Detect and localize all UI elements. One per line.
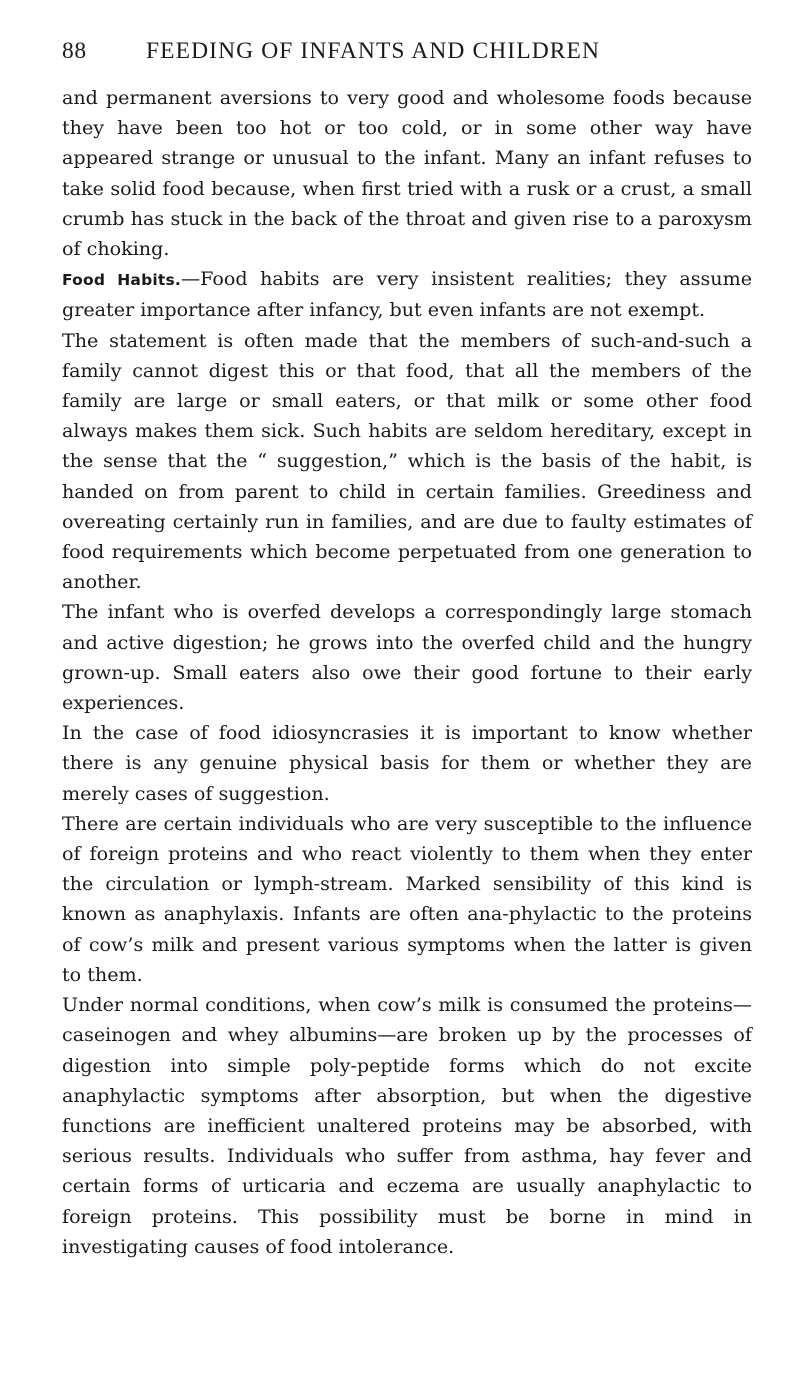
paragraph-7: Under normal conditions, when cow’s milk is consumed the proteins—caseinogen and whey albumins—are broken up by the processes of digestion into simple poly-peptide forms which do not excite anaphylactic symptoms after absorption, but when the digestive functions are inefficient unaltered proteins may be absorbed, with serious results. Individuals who suffer from asthma, hay fever and certain forms of urticaria and eczema are usually anaphylactic to foreign proteins. This possibility must be borne in mind in investigating causes of food intolerance. — [62, 993, 752, 1258]
section-heading-food-habits: Food Habits. — [62, 271, 182, 290]
paragraph-5: In the case of food idiosyncrasies it is important to know whether there is any genuine physical basis for them or whether they are merely cases of suggestion. — [62, 721, 752, 805]
book-page — [62, 38, 752, 1262]
body-text — [62, 83, 752, 1262]
paragraph-6: There are certain individuals who are very susceptible to the influence of foreign proteins and who react violently to them when they enter the circulation or lymph-stream. Marked sensibility of this kind is known as anaphylaxis. Infants are often ana-phylactic to the proteins of cow’s milk and present various symptoms when the latter is given to them. — [62, 811, 752, 986]
running-title: FEEDING OF INFANTS AND CHILDREN — [146, 38, 601, 64]
paragraph-food-habits-text: —Food habits are very insistent realities; they assume greater importance after infancy, but even infants are not exempt. — [62, 267, 752, 322]
running-header — [62, 38, 752, 78]
paragraph-3: The statement is often made that the members of such-and-such a family cannot digest this or that food, that all the members of the family are large or small eaters, or that milk or some other food always makes them sick. Such habits are seldom hereditary, except in the sense that the “ suggestion,” which is the basis of the habit, is handed on from parent to child in certain families. Greediness and overeating certainly run in families, and are due to faulty estimates of food requirements which become perpetuated from one generation to another. — [62, 328, 752, 594]
paragraph-4: The infant who is overfed develops a correspondingly large stomach and active digestion; he grows into the overfed child and the hungry grown-up. Small eaters also owe their good fortune to their early experiences. — [62, 600, 752, 715]
page-number: 88 — [62, 38, 87, 64]
paragraph-food-habits — [62, 264, 752, 325]
paragraph-1: and permanent aversions to very good and wholesome foods because they have been too hot or too cold, or in some other way have appeared strange or unusual to the infant. Many an infant refuses to take solid food because, when first tried with a rusk or a crust, a small crumb has stuck in the back of the throat and given rise to a paroxysm of choking. — [62, 86, 752, 261]
